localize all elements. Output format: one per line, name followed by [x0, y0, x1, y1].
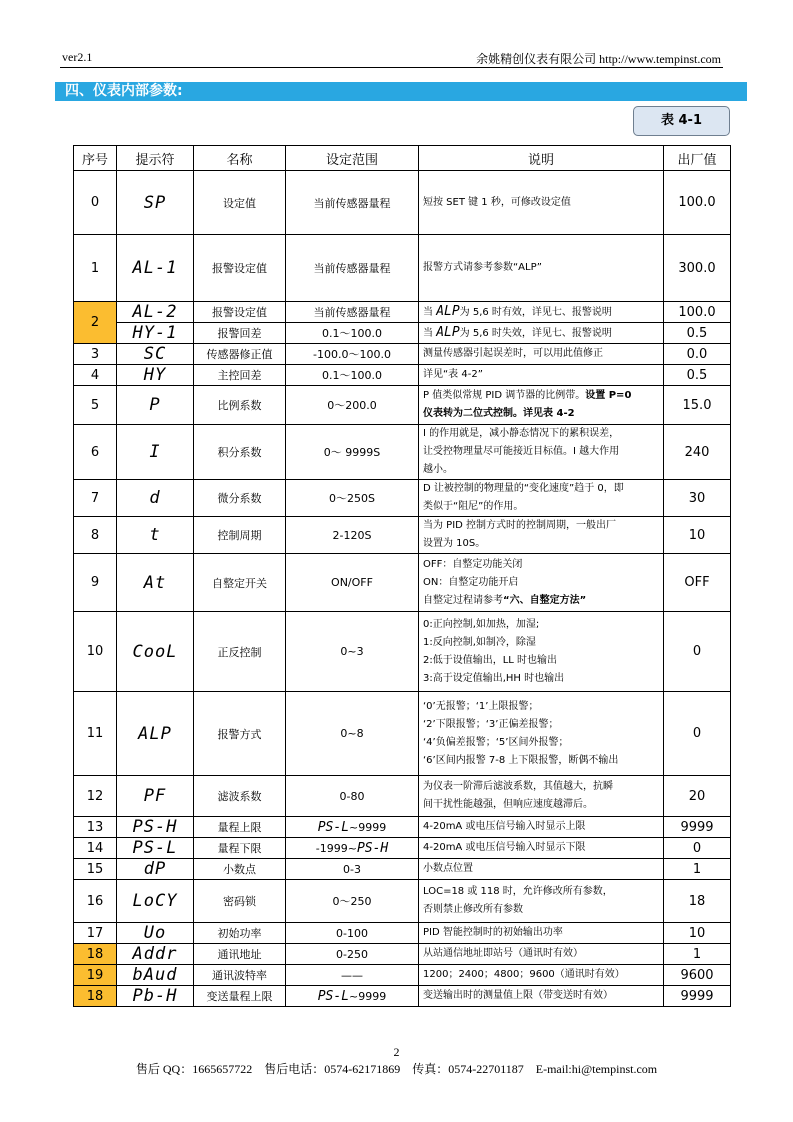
- param-range: 0-3: [286, 859, 419, 880]
- param-range: -100.0～100.0: [286, 344, 419, 365]
- table-row: [74, 776, 731, 817]
- default-value: 1: [664, 859, 731, 880]
- param-desc: [419, 344, 664, 365]
- table-row: [74, 923, 731, 944]
- prompt-symbol: SC: [117, 344, 194, 365]
- param-name: 主控回差: [194, 365, 286, 386]
- inline-symbol: ALP: [436, 303, 460, 319]
- param-name: 量程下限: [194, 838, 286, 859]
- default-value: 9600: [664, 965, 731, 986]
- desc-line: 2:低于设值输出，LL 时也输出: [423, 654, 558, 666]
- default-value: 0: [664, 692, 731, 776]
- col-header: 序号: [74, 146, 117, 171]
- inline-symbol: PS-H: [356, 840, 389, 856]
- row-number: 3: [74, 344, 117, 365]
- prompt-symbol: AL-2: [117, 302, 194, 323]
- param-name: 滤波系数: [194, 776, 286, 817]
- default-value: 10: [664, 517, 731, 554]
- prompt-symbol: d: [117, 480, 194, 517]
- row-number: 10: [74, 612, 117, 692]
- prompt-symbol: bAud: [117, 965, 194, 986]
- desc-bold: 设置 P=0: [585, 390, 632, 401]
- default-value: OFF: [664, 554, 731, 612]
- param-desc: [419, 517, 664, 554]
- param-name: 报警方式: [194, 692, 286, 776]
- prompt-symbol: HY: [117, 365, 194, 386]
- table-row: [74, 838, 731, 859]
- param-desc: [419, 838, 664, 859]
- param-name: 设定值: [194, 171, 286, 235]
- version-label: ver2.1: [62, 50, 93, 64]
- param-desc: [419, 692, 664, 776]
- row-number: 13: [74, 817, 117, 838]
- desc-line: 间干扰性能越强，但响应速度越滞后。: [423, 799, 593, 810]
- table-row: [74, 386, 731, 425]
- default-value: 20: [664, 776, 731, 817]
- param-desc: [419, 235, 664, 302]
- table-row: [74, 425, 731, 480]
- default-value: 30: [664, 480, 731, 517]
- header-divider: [60, 67, 723, 68]
- prompt-symbol: Uo: [117, 923, 194, 944]
- desc-bold: “六、自整定方法”: [503, 594, 587, 606]
- row-number: 5: [74, 386, 117, 425]
- table-header-row: [74, 146, 731, 171]
- param-range: 0-80: [286, 776, 419, 817]
- desc-suffix: 为 5,6 时失效，详见七、报警说明: [459, 327, 612, 339]
- param-desc: [419, 817, 664, 838]
- prompt-symbol: t: [117, 517, 194, 554]
- table-row: [74, 302, 731, 323]
- row-number: 9: [74, 554, 117, 612]
- parameter-table: [73, 145, 731, 1007]
- desc-line: ‘0’无报警；‘1’上限报警；: [423, 700, 539, 712]
- desc-line: ‘4’负偏差报警；‘5’区间外报警；: [423, 736, 569, 748]
- row-number: 18: [74, 944, 117, 965]
- desc-line: ON：自整定功能开启: [423, 576, 519, 588]
- prompt-symbol: AL-1: [117, 235, 194, 302]
- row-number: 18: [74, 986, 117, 1007]
- default-value: 0.5: [664, 323, 731, 344]
- row-number: 6: [74, 425, 117, 480]
- range-suffix: ~9999: [349, 820, 387, 834]
- table-row: [74, 323, 731, 344]
- row-number: 11: [74, 692, 117, 776]
- row-number: 1: [74, 235, 117, 302]
- param-name: 微分系数: [194, 480, 286, 517]
- table-row: [74, 986, 731, 1007]
- col-header: 出厂值: [664, 146, 731, 171]
- desc-line: 0:正向控制,如加热，加湿;: [423, 618, 540, 630]
- company-header: 余姚精创仪表有限公司 http://www.tempinst.com: [476, 52, 721, 66]
- table-row: [74, 171, 731, 235]
- prompt-symbol: SP: [117, 171, 194, 235]
- desc-line: 类似于“阻尼”的作用。: [423, 501, 524, 512]
- row-number: 17: [74, 923, 117, 944]
- desc-line: 否则禁止修改所有参数: [423, 904, 523, 915]
- table-row: [74, 944, 731, 965]
- param-name: 量程上限: [194, 817, 286, 838]
- desc-line: 测量传感器引起误差时，可以用此值修正: [423, 348, 603, 359]
- default-value: 0: [664, 612, 731, 692]
- desc-line: LOC=18 或 118 时，允许修改所有参数，: [423, 886, 613, 897]
- col-header: 设定范围: [286, 146, 419, 171]
- prompt-symbol: Addr: [117, 944, 194, 965]
- param-name: 控制周期: [194, 517, 286, 554]
- param-name: 报警回差: [194, 323, 286, 344]
- col-header: 名称: [194, 146, 286, 171]
- table-tag: 表 4-1: [633, 106, 730, 136]
- table-row: [74, 235, 731, 302]
- row-number: 14: [74, 838, 117, 859]
- desc-line: 变送输出时的测量值上限（带变送时有效）: [423, 990, 613, 1001]
- param-name: 传感器修正值: [194, 344, 286, 365]
- desc-line: 为仪表一阶滞后滤波系数，其值越大，抗瞬: [423, 781, 613, 792]
- row-number: 4: [74, 365, 117, 386]
- prompt-symbol: At: [117, 554, 194, 612]
- param-range: [286, 838, 419, 859]
- param-name: 报警设定值: [194, 302, 286, 323]
- param-range: 0～ 9999S: [286, 425, 419, 480]
- param-name: 积分系数: [194, 425, 286, 480]
- row-number: 0: [74, 171, 117, 235]
- row-number: 2: [74, 302, 117, 344]
- default-value: 1: [664, 944, 731, 965]
- param-desc: [419, 776, 664, 817]
- row-number: 19: [74, 965, 117, 986]
- default-value: 0.0: [664, 344, 731, 365]
- default-value: 18: [664, 880, 731, 923]
- table-row: [74, 344, 731, 365]
- param-range: ON/OFF: [286, 554, 419, 612]
- param-range: 0～200.0: [286, 386, 419, 425]
- col-header: 说明: [419, 146, 664, 171]
- param-name: 初始功率: [194, 923, 286, 944]
- range-suffix: ~9999: [349, 989, 387, 1003]
- param-desc: [419, 171, 664, 235]
- param-desc: [419, 986, 664, 1007]
- row-number: 15: [74, 859, 117, 880]
- prompt-symbol: HY-1: [117, 323, 194, 344]
- prompt-symbol: PF: [117, 776, 194, 817]
- desc-line: ‘6’区间内报警 7-8 上下限报警，断偶不输出: [423, 754, 619, 766]
- desc-line: I 的作用就是，减小静态情况下的累积误差，: [423, 428, 620, 439]
- desc-line: 越小。: [423, 464, 453, 475]
- inline-symbol: PS-L: [317, 988, 350, 1004]
- desc-line: 小数点位置: [423, 863, 473, 874]
- desc-prefix: 当: [423, 327, 433, 339]
- param-name: 小数点: [194, 859, 286, 880]
- inline-symbol: ALP: [436, 324, 460, 340]
- param-desc: [419, 965, 664, 986]
- desc-line: D 让被控制的物理量的“变化速度”趋于 0，即: [423, 483, 624, 494]
- desc-line: 设置为 10S。: [423, 538, 486, 549]
- desc-prefix: 当: [423, 306, 433, 318]
- prompt-symbol: dP: [117, 859, 194, 880]
- table-row: [74, 859, 731, 880]
- desc-line: 让受控物理量尽可能接近目标值。I 越大作用: [423, 446, 620, 457]
- param-range: 0-100: [286, 923, 419, 944]
- param-range: 0~8: [286, 692, 419, 776]
- prompt-symbol: ALP: [117, 692, 194, 776]
- desc-line: 短按 SET 键 1 秒，可修改设定值: [423, 196, 571, 208]
- page-number: 2: [393, 1045, 400, 1059]
- param-desc: [419, 612, 664, 692]
- param-desc: [419, 302, 664, 323]
- prompt-symbol: Pb-H: [117, 986, 194, 1007]
- param-name: 通讯地址: [194, 944, 286, 965]
- param-desc: [419, 323, 664, 344]
- desc-line: 当为 PID 控制方式时的控制周期，一般出厂: [423, 520, 617, 531]
- param-range: 当前传感器量程: [286, 302, 419, 323]
- param-desc: [419, 425, 664, 480]
- param-range: [286, 817, 419, 838]
- param-range: 0~3: [286, 612, 419, 692]
- desc-line: 1200；2400；4800；9600（通讯时有效）: [423, 969, 625, 980]
- default-value: 100.0: [664, 302, 731, 323]
- default-value: 15.0: [664, 386, 731, 425]
- desc-line: 1:反向控制,如制冷，除湿: [423, 636, 536, 648]
- param-name: 变送量程上限: [194, 986, 286, 1007]
- param-range: 0.1～100.0: [286, 323, 419, 344]
- default-value: 300.0: [664, 235, 731, 302]
- param-name: 自整定开关: [194, 554, 286, 612]
- param-range: [286, 986, 419, 1007]
- param-name: 通讯波特率: [194, 965, 286, 986]
- table-row: [74, 554, 731, 612]
- prompt-symbol: P: [117, 386, 194, 425]
- default-value: 9999: [664, 986, 731, 1007]
- prompt-symbol: CooL: [117, 612, 194, 692]
- table-row: [74, 880, 731, 923]
- table-row: [74, 480, 731, 517]
- param-desc: [419, 944, 664, 965]
- default-value: 9999: [664, 817, 731, 838]
- desc-line: P 值类似常规 PID 调节器的比例带。: [423, 390, 586, 401]
- param-range: 0.1～100.0: [286, 365, 419, 386]
- param-range: 0-250: [286, 944, 419, 965]
- row-number: 12: [74, 776, 117, 817]
- param-desc: [419, 554, 664, 612]
- param-range: 当前传感器量程: [286, 171, 419, 235]
- param-desc: [419, 923, 664, 944]
- param-name: 密码锁: [194, 880, 286, 923]
- col-header: 提示符: [117, 146, 194, 171]
- param-name: 正反控制: [194, 612, 286, 692]
- table-row: [74, 692, 731, 776]
- section-title: 四、仪表内部参数:: [55, 82, 747, 101]
- desc-line: 4-20mA 或电压信号输入时显示上限: [423, 821, 586, 832]
- prompt-symbol: PS-L: [117, 838, 194, 859]
- prompt-symbol: PS-H: [117, 817, 194, 838]
- desc-line: 3:高于设定值输出,HH 时也输出: [423, 672, 565, 684]
- param-name: 报警设定值: [194, 235, 286, 302]
- table-row: [74, 612, 731, 692]
- param-desc: [419, 386, 664, 425]
- desc-line: 详见“表 4-2”: [423, 369, 483, 380]
- param-range: 2-120S: [286, 517, 419, 554]
- row-number: 16: [74, 880, 117, 923]
- param-desc: [419, 880, 664, 923]
- table-row: [74, 817, 731, 838]
- prompt-symbol: I: [117, 425, 194, 480]
- table-row: [74, 517, 731, 554]
- desc-line: 从站通信地址即站号（通讯时有效）: [423, 948, 583, 959]
- param-name: 比例系数: [194, 386, 286, 425]
- default-value: 100.0: [664, 171, 731, 235]
- param-desc: [419, 859, 664, 880]
- desc-bold: 仪表转为二位式控制。详见表 4-2: [423, 408, 575, 419]
- default-value: 0: [664, 838, 731, 859]
- default-value: 240: [664, 425, 731, 480]
- prompt-symbol: LoCY: [117, 880, 194, 923]
- desc-line: 报警方式请参考参数“ALP”: [423, 262, 542, 273]
- inline-symbol: PS-L: [317, 819, 350, 835]
- param-range: 0～250S: [286, 480, 419, 517]
- desc-suffix: 为 5,6 时有效，详见七、报警说明: [459, 306, 612, 318]
- desc-line: 自整定过程请参考: [423, 594, 503, 606]
- table-row: [74, 365, 731, 386]
- desc-line: OFF：自整定功能关闭: [423, 558, 523, 570]
- param-range: ——: [286, 965, 419, 986]
- range-prefix: -1999~: [315, 841, 357, 855]
- desc-line: ‘2’下限报警；‘3’正偏差报警；: [423, 718, 559, 730]
- table-row: [74, 965, 731, 986]
- param-desc: [419, 365, 664, 386]
- desc-line: 4-20mA 或电压信号输入时显示下限: [423, 842, 586, 853]
- param-desc: [419, 480, 664, 517]
- param-range: 0～250: [286, 880, 419, 923]
- row-number: 8: [74, 517, 117, 554]
- footer-contact: 售后 QQ：1665657722 售后电话：0574-62171869 传真：0574-22701187 E-mail:hi@tempinst.com: [135, 1062, 658, 1076]
- param-range: 当前传感器量程: [286, 235, 419, 302]
- row-number: 7: [74, 480, 117, 517]
- default-value: 0.5: [664, 365, 731, 386]
- default-value: 10: [664, 923, 731, 944]
- desc-line: PID 智能控制时的初始输出功率: [423, 927, 563, 938]
